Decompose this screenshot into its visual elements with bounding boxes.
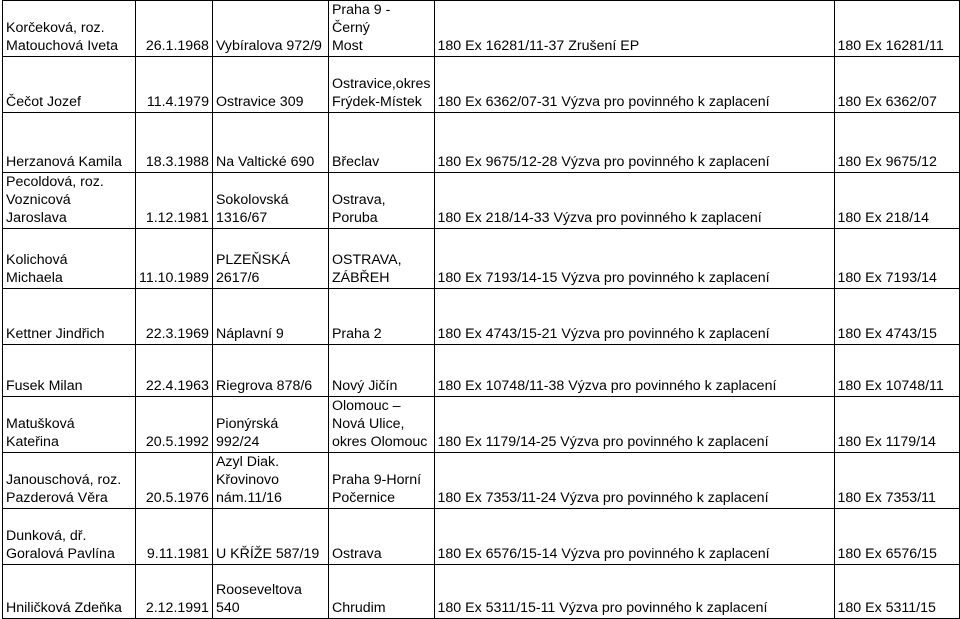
street-cell: Na Valtické 690 bbox=[212, 113, 328, 173]
date-cell: 22.3.1969 bbox=[136, 289, 213, 345]
file-cell: 180 Ex 4743/15-21 Výzva pro povinného k zaplacení bbox=[434, 289, 834, 345]
date-cell: 22.4.1963 bbox=[136, 345, 213, 397]
name-cell: Fusek Milan bbox=[3, 345, 136, 397]
ref-cell: 180 Ex 1179/14 bbox=[834, 397, 959, 453]
table-row bbox=[3, 57, 960, 113]
ref-cell: 180 Ex 9675/12 bbox=[834, 113, 959, 173]
date-cell: 9.11.1981 bbox=[136, 509, 213, 565]
city-cell: Praha 9 - Černý Most bbox=[328, 1, 434, 57]
ref-cell: 180 Ex 5311/15 bbox=[834, 565, 959, 619]
name-cell: Pecoldová, roz. Voznicová Jaroslava bbox=[3, 173, 136, 229]
city-cell: Olomouc – Nová Ulice, okres Olomouc bbox=[328, 397, 434, 453]
table-row bbox=[3, 1, 960, 57]
street-cell: Ostravice 309 bbox=[212, 57, 328, 113]
table-row bbox=[3, 453, 960, 509]
city-cell: Ostrava, Poruba bbox=[328, 173, 434, 229]
name-cell: Kolichová Michaela bbox=[3, 229, 136, 289]
table-row bbox=[3, 509, 960, 565]
date-cell: 20.5.1976 bbox=[136, 453, 213, 509]
ref-cell: 180 Ex 6576/15 bbox=[834, 509, 959, 565]
ref-cell: 180 Ex 4743/15 bbox=[834, 289, 959, 345]
date-cell: 1.12.1981 bbox=[136, 173, 213, 229]
debtors-table bbox=[2, 0, 960, 619]
table-row bbox=[3, 345, 960, 397]
file-cell: 180 Ex 1179/14-25 Výzva pro povinného k zaplacení bbox=[434, 397, 834, 453]
file-cell: 180 Ex 218/14-33 Výzva pro povinného k zaplacení bbox=[434, 173, 834, 229]
street-cell: Rooseveltova 540 bbox=[212, 565, 328, 619]
ref-cell: 180 Ex 10748/11 bbox=[834, 345, 959, 397]
city-cell: Praha 9-Horní Počernice bbox=[328, 453, 434, 509]
date-cell: 11.4.1979 bbox=[136, 57, 213, 113]
street-cell: Sokolovská 1316/67 bbox=[212, 173, 328, 229]
table-row bbox=[3, 565, 960, 619]
date-cell: 2.12.1991 bbox=[136, 565, 213, 619]
table-row bbox=[3, 229, 960, 289]
date-cell: 26.1.1968 bbox=[136, 1, 213, 57]
name-cell: Kettner Jindřich bbox=[3, 289, 136, 345]
name-cell: Hniličková Zdeňka bbox=[3, 565, 136, 619]
ref-cell: 180 Ex 7193/14 bbox=[834, 229, 959, 289]
ref-cell: 180 Ex 6362/07 bbox=[834, 57, 959, 113]
city-cell: Praha 2 bbox=[328, 289, 434, 345]
file-cell: 180 Ex 10748/11-38 Výzva pro povinného k zaplacení bbox=[434, 345, 834, 397]
name-cell: Herzanová Kamila bbox=[3, 113, 136, 173]
ref-cell: 180 Ex 16281/11 bbox=[834, 1, 959, 57]
city-cell: Chrudim bbox=[328, 565, 434, 619]
date-cell: 20.5.1992 bbox=[136, 397, 213, 453]
date-cell: 11.10.1989 bbox=[136, 229, 213, 289]
name-cell: Janouschová, roz. Pazderová Věra bbox=[3, 453, 136, 509]
table-row bbox=[3, 173, 960, 229]
name-cell: Dunková, dř. Goralová Pavlína bbox=[3, 509, 136, 565]
file-cell: 180 Ex 7193/14-15 Výzva pro povinného k zaplacení bbox=[434, 229, 834, 289]
file-cell: 180 Ex 6576/15-14 Výzva pro povinného k zaplacení bbox=[434, 509, 834, 565]
city-cell: Nový Jičín bbox=[328, 345, 434, 397]
street-cell: Azyl Diak. Křovinovo nám.11/16 bbox=[212, 453, 328, 509]
street-cell: PLZEŇSKÁ 2617/6 bbox=[212, 229, 328, 289]
street-cell: Riegrova 878/6 bbox=[212, 345, 328, 397]
ref-cell: 180 Ex 218/14 bbox=[834, 173, 959, 229]
name-cell: Korčeková, roz. Matouchová Iveta bbox=[3, 1, 136, 57]
file-cell: 180 Ex 9675/12-28 Výzva pro povinného k zaplacení bbox=[434, 113, 834, 173]
file-cell: 180 Ex 5311/15-11 Výzva pro povinného k zaplacení bbox=[434, 565, 834, 619]
table-row bbox=[3, 289, 960, 345]
city-cell: Ostravice,okres Frýdek-Místek bbox=[328, 57, 434, 113]
table-row bbox=[3, 113, 960, 173]
street-cell: U KŘÍŽE 587/19 bbox=[212, 509, 328, 565]
name-cell: Čečot Jozef bbox=[3, 57, 136, 113]
table-row bbox=[3, 397, 960, 453]
table-body bbox=[3, 1, 960, 619]
city-cell: OSTRAVA, ZÁBŘEH bbox=[328, 229, 434, 289]
name-cell: Matušková Kateřina bbox=[3, 397, 136, 453]
file-cell: 180 Ex 16281/11-37 Zrušení EP bbox=[434, 1, 834, 57]
ref-cell: 180 Ex 7353/11 bbox=[834, 453, 959, 509]
city-cell: Břeclav bbox=[328, 113, 434, 173]
street-cell: Vybíralova 972/9 bbox=[212, 1, 328, 57]
street-cell: Pionýrská 992/24 bbox=[212, 397, 328, 453]
city-cell: Ostrava bbox=[328, 509, 434, 565]
street-cell: Náplavní 9 bbox=[212, 289, 328, 345]
date-cell: 18.3.1988 bbox=[136, 113, 213, 173]
file-cell: 180 Ex 7353/11-24 Výzva pro povinného k zaplacení bbox=[434, 453, 834, 509]
file-cell: 180 Ex 6362/07-31 Výzva pro povinného k zaplacení bbox=[434, 57, 834, 113]
